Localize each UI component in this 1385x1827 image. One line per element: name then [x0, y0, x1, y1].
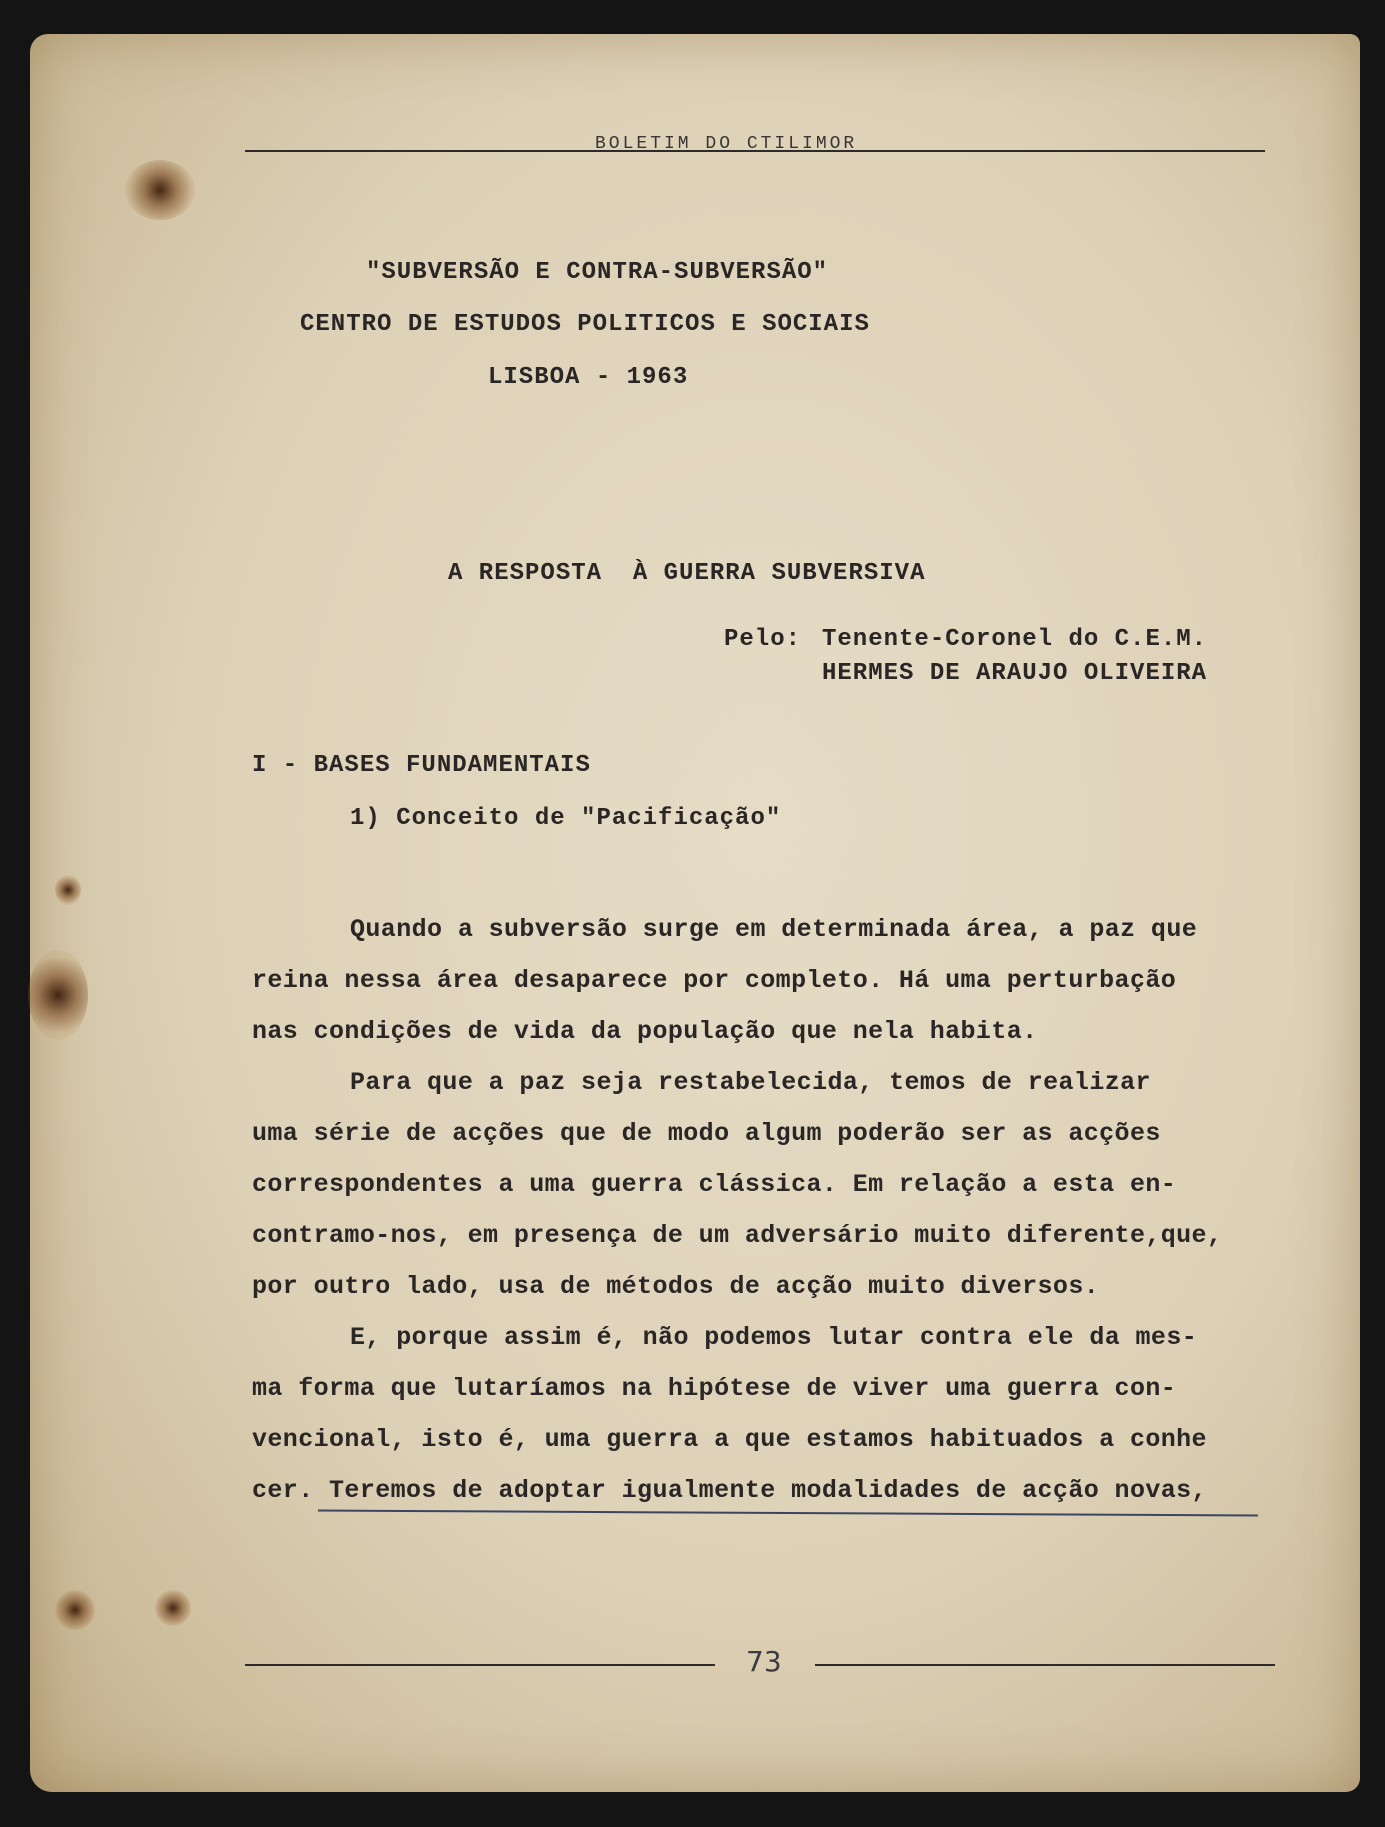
body-line: nas condições de vida da população que nela habita. — [252, 1017, 1038, 1046]
body-line: reina nessa área desaparece por completo. Há uma perturbação — [252, 966, 1177, 995]
article-title: A RESPOSTA À GUERRA SUBVERSIVA — [448, 560, 926, 587]
body-line: Quando a subversão surge em determinada área, a paz que — [350, 915, 1198, 944]
byline-prefix: Pelo: — [724, 626, 802, 653]
footer-rule-left — [245, 1664, 715, 1666]
section-heading: I - BASES FUNDAMENTAIS — [252, 752, 591, 779]
body-line: por outro lado, usa de métodos de acção muito diversos. — [252, 1272, 1100, 1301]
publisher-line: CENTRO DE ESTUDOS POLITICOS E SOCIAIS — [300, 311, 870, 338]
footer-rule-right — [815, 1664, 1275, 1666]
body-line: Para que a paz seja restabelecida, temos de realizar — [350, 1068, 1151, 1097]
place-date-line: LISBOA - 1963 — [488, 364, 689, 391]
rust-stain — [55, 875, 81, 905]
rust-stain — [155, 1590, 191, 1626]
document-page — [30, 34, 1360, 1792]
rust-stain — [28, 950, 88, 1040]
page-number: 73 — [746, 1645, 782, 1678]
body-line: ma forma que lutaríamos na hipótese de viver uma guerra con- — [252, 1374, 1177, 1403]
author-name: HERMES DE ARAUJO OLIVEIRA — [822, 660, 1208, 687]
running-header: BOLETIM DO CTILIMOR — [595, 134, 858, 154]
body-line: E, porque assim é, não podemos lutar contra ele da mes- — [350, 1323, 1198, 1352]
body-line: cer. Teremos de adoptar igualmente modalidades de acção novas, — [252, 1476, 1207, 1505]
subsection-heading: 1) Conceito de "Pacificação" — [350, 805, 782, 832]
rust-stain — [125, 160, 195, 220]
body-line: contramo-nos, em presença de um adversário muito diferente,que, — [252, 1221, 1223, 1250]
body-line: uma série de acções que de modo algum poderão ser as acções — [252, 1119, 1161, 1148]
rust-stain — [55, 1590, 95, 1630]
body-line: vencional, isto é, uma guerra a que estamos habituados a conhe — [252, 1425, 1207, 1454]
series-title: "SUBVERSÃO E CONTRA-SUBVERSÃO" — [366, 259, 829, 286]
author-rank: Tenente-Coronel do C.E.M. — [822, 626, 1208, 653]
body-line: correspondentes a uma guerra clássica. Em relação a esta en- — [252, 1170, 1177, 1199]
